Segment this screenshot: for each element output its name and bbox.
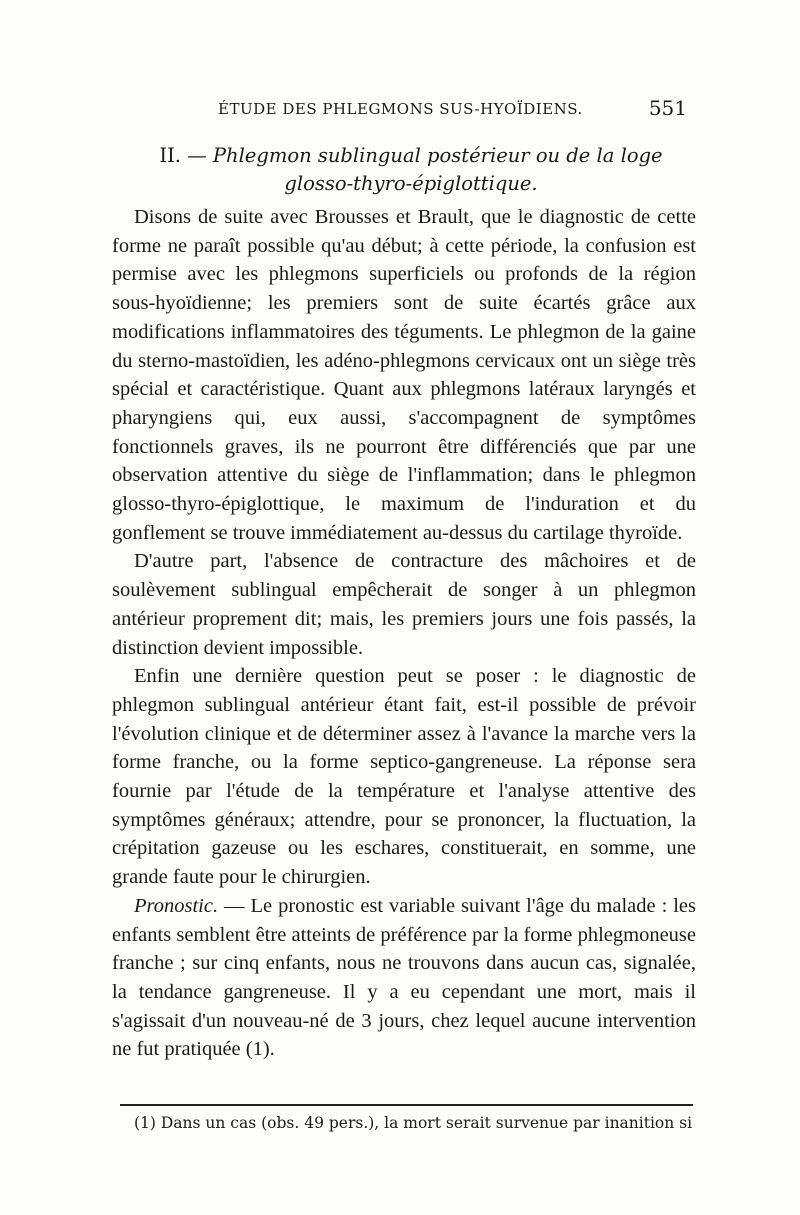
pronostic-text: — Le pronostic est variable suivant l'âge du malade : les enfants semblent être atteints de préférence par la forme phlegmoneuse franche ; sur cinq enfants, nous ne trouvons dans aucun cas, signalée, la tendance gangreneuse. Il y a eu cependant une mort, mais il s'agissait d'un nouveau-né de 3 jours, chez lequel aucune intervention ne fut pratiquée (1). xyxy=(112,894,696,1061)
paragraph-evolution: Enfin une dernière question peut se poser : le diagnostic de phlegmon sublingual antérieur étant fait, est-il possible de prévoir l'évolution clinique et de déterminer assez à l'avance la marche vers la forme franche, ou la forme septico-gangreneuse. La réponse sera fournie par l'étude de la température et l'analyse attentive des symptômes généraux; attendre, pour se prononcer, la fluctuation, la crépitation gazeuse ou les eschares, constituerait, en somme, une grande faute pour le chirurgien. xyxy=(112,665,696,889)
paragraph-diagnostic: Disons de suite avec Brousses et Brault, que le diagnostic de cette forme ne paraît possible qu'au début; à cette période, la confusion est permise avec les phlegmons superficiels ou profonds de la région sous-hyoïdienne; les premiers sont de suite écartés grâce aux modifications inflammatoires des téguments. Le phlegmon de la gaine du sterno-mastoïdien, les adéno-phlegmons cervicaux ont un siège très spécial et caractéristique. Quant aux phlegmons latéraux laryngés et pharyngiens qui, eux aussi, s'accompagnent de symptômes fonctionnels graves, ils ne pourront être différenciés que par une observation attentive du siège de l'inflammation; dans le phlegmon glosso-thyro-épiglottique, le maximum de l'induration et du gonflement se trouve immédiatement au-dessus du cartilage thyroïde. xyxy=(112,206,696,544)
footnote: (1) Dans un cas (obs. 49 pers.), la mort serait survenue par inanition si xyxy=(134,1114,693,1132)
footnote-divider xyxy=(120,1104,693,1106)
page-number: 551 xyxy=(648,96,687,120)
section-heading xyxy=(126,142,696,198)
paragraph-pronostic xyxy=(112,892,696,1064)
body-text xyxy=(112,203,696,1064)
section-title: Phlegmon sublingual postérieur ou de la loge glosso-thyro-épiglottique. xyxy=(212,144,663,195)
section-number: II. — xyxy=(159,144,207,167)
paragraph-contracture: D'autre part, l'absence de contracture des mâchoires et de soulèvement sublingual empêcherait de songer à un phlegmon antérieur proprement dit; mais, les premiers jours une fois passés, la distinction devient impossible. xyxy=(112,550,696,659)
pronostic-label: Pronostic. xyxy=(134,894,219,917)
running-title: ÉTUDE DES PHLEGMONS SUS-HYOÏDIENS. xyxy=(218,100,583,118)
running-head xyxy=(112,96,687,126)
